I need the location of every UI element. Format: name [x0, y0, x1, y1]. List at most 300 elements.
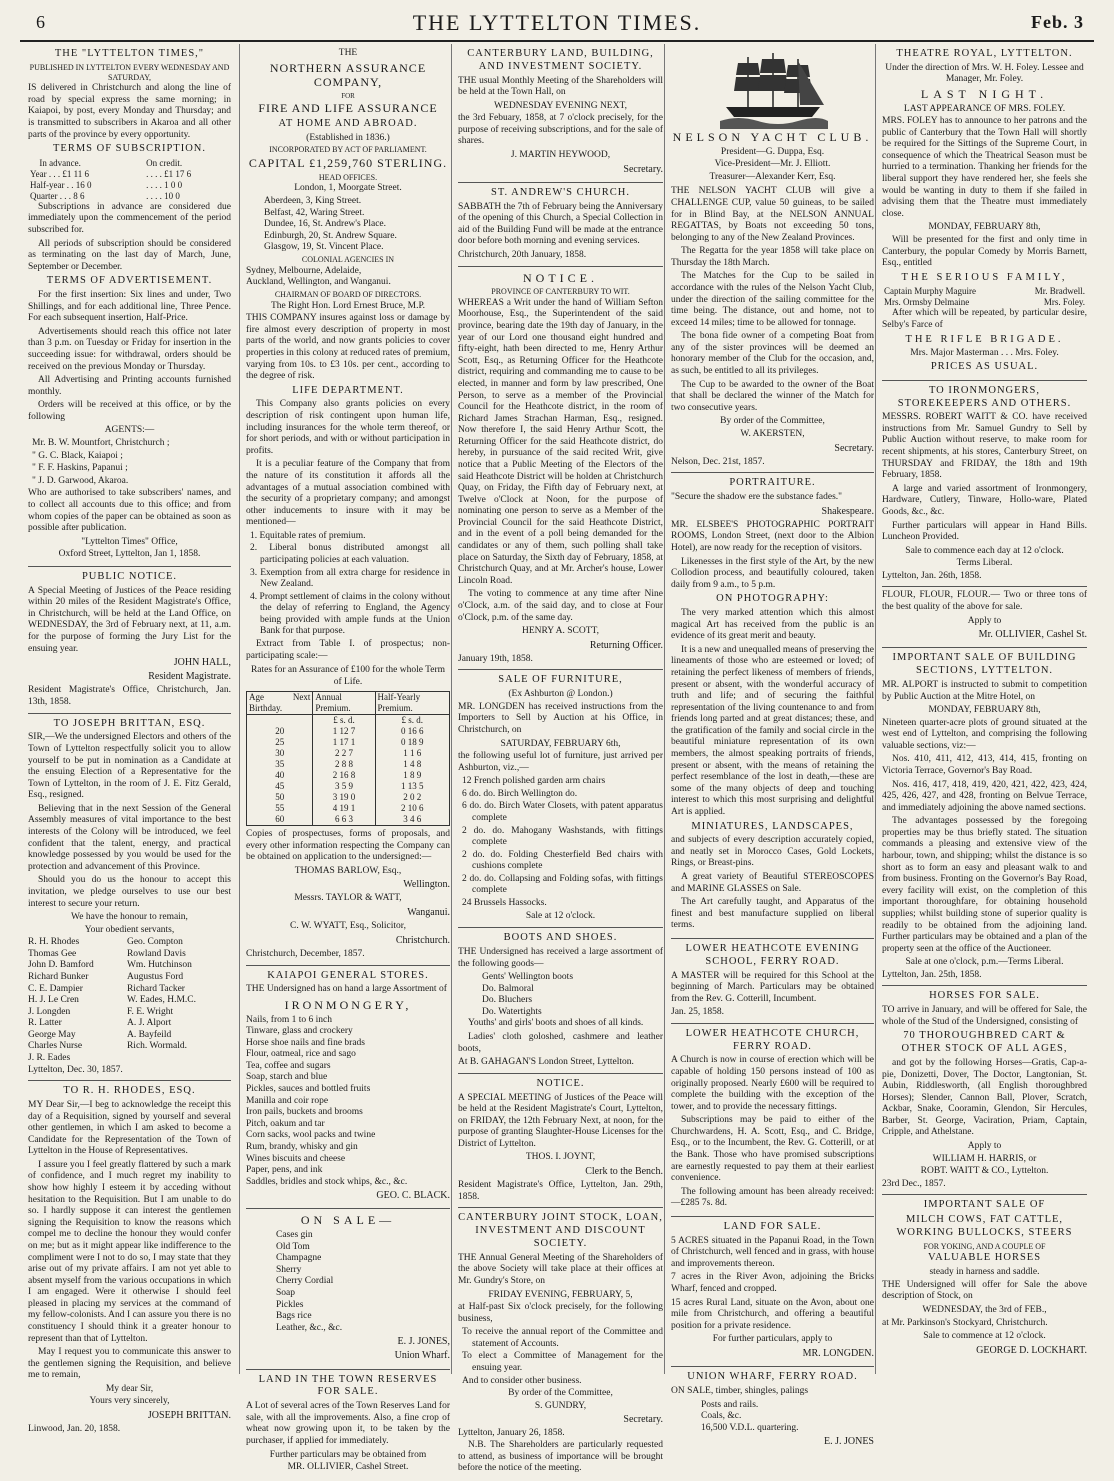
column-3 — [451, 44, 669, 1474]
ironmongers-body: Further particulars will appear in Hand Bills. Luncheon Provided. — [882, 520, 1087, 543]
sections-body: Nineteen quarter-acre plots of ground situated at the west end of Lyttelton, and comprising the following valuable sections, viz:— — [882, 717, 1087, 751]
furniture-item: 6 do. do. Birch Wellington do. — [462, 788, 578, 799]
boots-body: Youths' and girls' boots and shoes of all kinds. — [468, 1018, 644, 1029]
rates-unit — [247, 715, 313, 726]
reply-body: I assure you I feel greatly flattered by such a mark of confidence, and I much regret my inability to show how highly I esteem it by acceding without hesitation to the Requisition. But I am unable to do so. I hardly suppose it can interest the gentlemen signing the Requisition to know the reasons which compel me to decline the honour they would confer on me; but as it might appear like indifference to the compliment were I not to do so, I may state that they arise out of my private affairs. I am not yet able to absent myself from the various occupations in which I am engaged. Were it otherwise I should feel pleased in placing my services at the command of my fellow-colonists. And I can assure you there is no constituency I should think it a greater honour to represent than that of Lyttelton. — [28, 1159, 231, 1344]
public-notice-body: A Special Meeting of Justices of the Peace residing within 20 miles of the Resident Magistrate's Office, in Christchurch, will be held at the Land Office, on WEDNESDAY, the 3rd of February next, at 11, a.m. for the purpose of forming the Jury List for the ensuing year. — [28, 585, 231, 654]
yacht-body: THE NELSON YACHT CLUB will give a CHALLENGE CUP, value 50 guineas, to be sailed for in Blind Bay, at the NELSON ANNUAL REGATTAS, by Boats not exceeding 50 tons, belonging to any of the New Zealand Provinces. — [671, 186, 874, 243]
st-andrews-heading: ST. ANDREW'S CHURCH. — [491, 186, 630, 198]
sailing-ship-illustration — [718, 49, 828, 129]
na-agent-place: Christchurch. — [395, 934, 450, 946]
rates-cell: 20 — [275, 726, 285, 737]
kaiapoi-item: Nails, from 1 to 6 inch — [246, 1014, 333, 1025]
agent-item: Mr. B. W. Mountfort, Christchurch ; — [32, 438, 170, 449]
furniture-item: 24 Brussels Hassocks. — [462, 898, 547, 909]
reply-close: My dear Sir, — [105, 1383, 154, 1394]
office-line: Oxford Street, Lyttelton, Jan 1, 1858. — [58, 549, 201, 560]
rates-cell: 0 16 6 — [375, 726, 449, 737]
yacht-signature: W. AKERSTEN, — [740, 428, 805, 439]
subscription-heading: TERMS OF SUBSCRIPTION. — [53, 143, 206, 155]
rates-cell: 4 19 1 — [313, 803, 375, 814]
portraiture-heading: PORTRAITURE. — [729, 477, 816, 489]
agenda-item: To receive the annual report of the Committee and statement of Accounts. — [462, 1327, 663, 1349]
rates-cell: 30 — [275, 748, 285, 759]
st-andrews-date: Christchurch, 20th January, 1858. — [458, 249, 587, 260]
cattle-body: at Mr. Parkinson's Stockyard, Christchurch. — [882, 1317, 1048, 1328]
horses-body: and got by the following Horses—Gratis, Cap-a-pie, Donizetti, Dover, The Doctor, Langtonian, St. Aubin, Riddlesworth, (all English thoroughbred Horses); Slender, Cannon Ball, Plover, Scratch, Ackbar, Snake, Cooramin, Glendon, Sir Hercules, Barber, St. George, Vaciration, Priam, Captain, Cripple, and Athelstane. — [882, 1057, 1087, 1138]
na-est: (Established in 1836.) — [306, 132, 390, 143]
signatory: John D. Bamford — [28, 960, 94, 971]
cattle-heading: MILCH COWS, FAT CATTLE, WORKING BULLOCKS, STEERS — [896, 1214, 1073, 1238]
on-sale-heading: ON SALE— — [300, 1213, 396, 1228]
rates-cell: 2 0 2 — [375, 792, 449, 803]
column-1 — [28, 44, 237, 1435]
public-notice-heading: PUBLIC NOTICE. — [81, 570, 178, 582]
agent-item: " J. D. Garwood, Akaroa. — [32, 475, 129, 486]
requisition-date: Lyttelton, Dec. 30, 1857. — [28, 1064, 123, 1075]
church-body: The following amount has been already received:—£285 7s. 8d. — [671, 1186, 874, 1209]
rates-cell: 2 10 6 — [375, 803, 449, 814]
sections-date: Lyttelton, Jan. 25th, 1858. — [882, 969, 982, 980]
cattle-heading: VALUABLE HORSES — [927, 1252, 1042, 1264]
photography-body: The very marked attention which this almost magical Art has received from the public is an evidence of its great merit and beauty. — [671, 608, 874, 642]
column-4 — [664, 44, 880, 1448]
theatre-after: After which will be repeated, by particular desire, Selby's Farce of — [882, 308, 1087, 330]
signatory: F. E. Wright — [126, 1006, 174, 1017]
lbs-body: the 3rd Febuary, 1858, at 7 o'clock precisely, for the purpose of receiving subscriptions, and for the sale of shares. — [458, 113, 663, 147]
theatre-body: Will be presented for the first and only time in Canterbury, the popular Comedy by Morris Barnett, Esq., entitled — [882, 234, 1087, 269]
agents-heading: AGENTS:— — [104, 425, 155, 436]
rates-cell: 2 16 8 — [313, 770, 375, 781]
sections-lots: Nos. 416, 417, 418, 419, 420, 421, 422, 423, 424, 425, 426, 427, and 428, fronting on Belvue Terrace, and immediately adjoining the above named sections. — [882, 779, 1087, 813]
yacht-body: The bona fide owner of a competing Boat from any of the sister provinces will be deemed an honorary member of the Club for the occasion, and, as such, be entitled to all its privileges. — [671, 331, 874, 377]
furniture-sale-ad — [458, 670, 663, 928]
rates-cell: 45 — [275, 781, 285, 792]
rates-cell: 60 — [275, 813, 285, 824]
na-point: 4. Prompt settlement of claims in the colony without the delay of referring to England, the Agency being provided with ample funds at the Union Bank for that purpose. — [250, 591, 450, 637]
flour-signature: Mr. OLLIVIER, Cashel St. — [978, 629, 1087, 641]
miniatures-body: A great variety of Beautiful STEREOSCOPES and MARINE GLASSES on Sale. — [671, 872, 874, 894]
sections-sale: Sale at one o'clock, p.m.—Terms Liberal. — [905, 957, 1064, 968]
flour-ad — [882, 587, 1087, 648]
theatre-royal-ad — [882, 44, 1087, 381]
joint-stock-date: Lyttelton, January 26, 1858. — [458, 1428, 565, 1439]
election-body: The voting to commence at any time after Nine o'Clock, a.m. of the said day, and to close at Four o'Clock, p.m. of the same day. — [458, 589, 663, 623]
rates-cell: 40 — [275, 770, 285, 781]
theatre-prices: PRICES AS USUAL. — [930, 360, 1039, 372]
justices-place: Resident Magistrate's Office, Lyttelton, Jan. 29th, 1858. — [458, 1180, 663, 1202]
na-office: Glasgow, 19, St. Vincent Place. — [264, 242, 384, 253]
horses-body: TO arrive in January, and will be offered for Sale, the whole of the Stud of the Undersigned, consisting of — [882, 1005, 1087, 1027]
boots-address: At B. GAHAGAN'S London Street, Lyttelton. — [458, 1057, 634, 1068]
kaiapoi-item: Manilla and coir rope — [246, 1095, 329, 1106]
on-sale-item: Cases gin — [276, 1230, 313, 1241]
page-columns — [28, 44, 1092, 1474]
on-sale-item: Champagne — [276, 1253, 322, 1264]
adv-body: Advertisements should reach this office not later than 3 p.m. on Tuesday or Friday for insertion in the succeeding issue: for withdrawal, orders should be received on the previous Monday or Thursday. — [28, 326, 231, 372]
joint-stock-signature: S. GUNDRY, — [534, 1400, 587, 1411]
election-body: WHEREAS a Writ under the hand of William Sefton Moorhouse, Esq., the Superintendent of the said province, bearing date the 19th day of January, in the year of our Lord one thousand eight hundred and fifty-eight, hath been directed to me, Henry Arthur Scott, Esq., as Returning Officer for the Heathcote district, requiring and commanding me to cause to be elected, in manner and form by law prescribed, One Person, to serve as a member of the Provincial Council for the Heathcote district, in the room of Richard James Strachan Harman, Esq., resigned. Now therefore I, the said Henry Arthur Scott, the Returning Officer for the said Heathcote district, do hereby, in pursuance of the said recited Writ, give notice that a Public Meeting of the Electors of the said Heathcote District will be holden at Christchurch Quay, on Friday, the Fifth day of February next, at Twelve o'Clock at Noon, for the purpose of nominating one person to serve as a Member of the Provincial Council for the said Heathcote District, and in the event of a poll being demanded for the candidates or any of them, such polling shall take place on Saturday, the Sixth day of February, 1858, at Christchurch Quay, and at Mr. Archer's house, Lower Lincoln Road. — [458, 297, 663, 586]
boots-item: Do. Balmoral — [482, 983, 534, 994]
justices-heading: NOTICE. — [536, 1077, 585, 1089]
signatory: Geo. Compton — [126, 937, 183, 948]
na-body: THIS COMPANY insures against loss or damage by fire almost every description of property in most parts of the world, and now grants policies to cover properties in this colony at reduced rates of premium, varying from 10s. to £3 10s. per cent., according to the degree of risk. — [246, 313, 450, 382]
joint-stock-nb: N.B. The Shareholders are particularly requested to attend, as business of importance will be brought before the notice of the meeting. — [458, 1440, 663, 1474]
sub-note: Subscriptions in advance are considered due immediately upon the commencement of the period subscribed for. — [28, 201, 231, 236]
na-agent: C. W. WYATT, Esq., Solicitor, — [290, 921, 406, 932]
flour-body: FLOUR, FLOUR, FLOUR.— Two or three tons of the best quality of the above for sale. — [882, 590, 1087, 612]
agenda-item: To elect a Committee of Management for the ensuing year. — [462, 1351, 663, 1373]
na-date: Christchurch, December, 1857. — [246, 948, 365, 959]
kaiapoi-item: Pickles, sauces and bottled fruits — [246, 1084, 371, 1095]
rates-header: Half-Yearly Premium. — [375, 692, 449, 715]
cast-actor: Mrs. Foley. — [1043, 297, 1085, 308]
church-body: A Church is now in course of erection which will be capable of holding 150 persons instead of 100 as originally proposed. Nearly £600 will be required to complete the building with the exception of the tower, and to provide the necessary fittings. — [671, 1055, 874, 1112]
justices-signature: THOS. I. JOYNT, — [525, 1152, 596, 1163]
kaiapoi-item: Flour, oatmeal, rice and sago — [246, 1049, 356, 1060]
boots-shoes-ad — [458, 928, 663, 1074]
on-sale-item: Pickles — [276, 1299, 304, 1310]
theatre-heading: THEATRE ROYAL, LYTTELTON. — [896, 48, 1073, 59]
signatory: W. Eades, H.M.C. — [126, 995, 197, 1006]
lbs-heading: CANTERBURY LAND, BUILDING, AND INVESTMENT SOCIETY. — [467, 48, 654, 72]
na-the: THE — [338, 48, 358, 58]
town-reserves-signature: MR. OLLIVIER, Cashel Street. — [287, 1462, 409, 1473]
horses-signature: WILLIAM H. HARRIS, or — [932, 1153, 1037, 1164]
reply-signature: JOSEPH BRITTAN. — [147, 1410, 231, 1422]
signatory — [127, 1053, 231, 1065]
rates-cell: 55 — [275, 803, 285, 814]
kaiapoi-body: THE Undersigned has on hand a large Assortment of — [246, 984, 447, 995]
public-notice — [28, 567, 231, 714]
on-sale-item: Sherry — [276, 1264, 302, 1275]
yacht-officer: President—G. Duppa, Esq. — [720, 146, 825, 157]
signatory: Rich. Wormald. — [126, 1041, 187, 1052]
joint-stock-by: By order of the Committee, — [508, 1388, 613, 1399]
sections-lots: Nos. 410, 411, 412, 413, 414, 415, fronting on Victoria Terrace, Governor's Bay Road. — [882, 754, 1087, 776]
town-reserves-body: A Lot of several acres of the Town Reserves Land for sale, with all the improvements. Also, a fine crop of wheat now growing upon it, to be taken by the purchaser, if applied for immediately. — [246, 1401, 450, 1446]
northern-assurance-ad — [246, 44, 450, 966]
ironmongers-heading: TO IRONMONGERS, STOREKEEPERS AND OTHERS. — [897, 384, 1072, 409]
joint-stock-agenda — [458, 1327, 663, 1387]
na-office: Aberdeen, 3, King Street. — [264, 196, 362, 207]
theatre-body: MRS. FOLEY has to announce to her patrons and the public of Canterbury that the Town Hall will shortly be required for the Sittings of the Supreme Court, in consequence of which the Theatrical Season must be hurried to a termination. Thanking her friends for the liberal support they have rendered her, she feels she would be wanting in duty to them if she failed in advising them that the Theatre must immediately close. — [882, 116, 1087, 219]
on-sale-item: Soap — [276, 1287, 295, 1298]
rates-cell: 1 13 5 — [375, 781, 449, 792]
union-wharf-body: ON SALE, timber, shingles, palings — [671, 1385, 809, 1396]
signatories-table — [28, 937, 231, 1064]
theatre-cast2: Mrs. Major Masterman . . . Mrs. Foley. — [910, 348, 1059, 359]
justices-notice — [458, 1074, 663, 1209]
rates-cell: 1 12 7 — [313, 726, 375, 737]
horses-apply: Apply to — [967, 1140, 1002, 1151]
boots-item: Do. Bluchers — [482, 995, 533, 1006]
yacht-officer: Vice-President—Mr. J. Elliott. — [714, 159, 831, 170]
land-sale-signature: MR. LONGDEN. — [802, 1347, 874, 1359]
union-wharf-signature: E. J. JONES — [823, 1436, 874, 1448]
na-agent-place: Wellington. — [403, 879, 450, 891]
agent-item: " F. F. Haskins, Papanui ; — [32, 463, 128, 474]
terms-subtitle: PUBLISHED IN LYTTELTON EVERY WEDNESDAY AND SATURDAY, — [29, 62, 230, 82]
on-sale-item: Leather, &c., &c. — [276, 1322, 343, 1333]
land-building-society-ad — [458, 44, 663, 183]
rates-cell: 1 4 8 — [375, 759, 449, 770]
portraiture-body: MR. ELSBEE'S PHOTOGRAPHIC PORTRAIT ROOMS, London Street, (next door to the Albion Hotel), are now ready for the reception of visitors. — [671, 519, 874, 553]
lbs-when: WEDNESDAY EVENING NEXT, — [494, 100, 627, 111]
public-notice-place: Resident Magistrate's Office, Christchurch, Jan. 13th, 1858. — [28, 685, 231, 708]
subscription-table — [28, 158, 231, 202]
signatory: R. H. Rhodes — [28, 937, 80, 948]
ironmongers-body: MESSRS. ROBERT WAITT & CO. have received instructions from Mr. Samuel Gundry to Sell by Public Auction without reserve, to make room for recent shipments, at his stores, Canterbury Street, on THURSDAY and FRIDAY, the 18th and 19th February, 1858. — [882, 412, 1087, 481]
miniatures-body: and subjects of every description accurately copied, and neatly set in Morocco Cases, Gold Lockets, Rings, or Breast-pins. — [671, 835, 874, 869]
na-point: 1. Equitable rates of premium. — [250, 530, 366, 541]
land-sale-more: For further particulars, apply to — [712, 1334, 833, 1345]
on-sale-item: Old Tom — [276, 1241, 310, 1252]
sections-body: MR. ALPORT is instructed to submit to competition by Public Auction at the Mitre Hotel, on — [882, 679, 1087, 702]
brittan-reply — [28, 1081, 231, 1440]
union-wharf-item: 16,500 V.D.L. quartering. — [701, 1422, 799, 1433]
signatory: R. Latter — [28, 1018, 62, 1029]
signatory: George May — [28, 1029, 76, 1040]
na-life-body: This Company also grants policies on every description of risk contingent upon human life, including insurances for the whole term thereof, or for short periods, and with or without participation in profits. — [246, 399, 450, 456]
ironmongers-ad — [882, 381, 1087, 588]
agenda-item: And to consider other business. — [462, 1375, 582, 1386]
newspaper-title: THE LYTTELTON TIMES. — [412, 10, 702, 35]
lbs-body: THE usual Monthly Meeting of the Shareholders will be held at the Town Hall, on — [458, 75, 663, 98]
sub-row: . . . . £1 17 6 — [146, 168, 192, 179]
miniatures-body: The Art carefully taught, and Apparatus of the finest and best manufacture supplied on liberal terms. — [671, 897, 874, 931]
signatory: Rowland Davis — [126, 948, 186, 959]
signatory: J. R. Eades — [28, 1053, 71, 1064]
cattle-sale-ad — [882, 1195, 1087, 1363]
on-sale-signature: E. J. JONES, — [397, 1336, 450, 1348]
horses-date: 23rd Dec., 1857. — [882, 1178, 946, 1189]
theatre-last-night: LAST NIGHT. — [920, 86, 1049, 101]
reply-body: May I request you to communicate this answer to the gentlemen signing the Requisition, and believe me to remain, — [28, 1347, 231, 1381]
sections-when: MONDAY, FEBRUARY 8th, — [928, 705, 1041, 716]
terms-body: IS delivered in Christchurch and along the line of road by special express the same morning; in Kaiapoi, by post, every Monday and Thursday; and is transmitted to subscribers in Akaroa and all other parts of the province by every opportunity. — [28, 83, 231, 140]
na-colonial: COLONIAL AGENCIES IN — [301, 254, 395, 264]
sub-row: . . . . 10 0 — [146, 190, 180, 201]
portraiture-quote: "Secure the shadow ere the substance fades." — [671, 492, 843, 503]
boots-body: THE Undersigned has received a large assortment of the following goods— — [458, 947, 663, 969]
na-office: Belfast, 42, Waring Street. — [264, 207, 365, 218]
yacht-role: Secretary. — [834, 442, 874, 454]
signatory: Thomas Gee — [28, 948, 77, 959]
na-at: AT HOME AND ABROAD. — [278, 117, 418, 129]
theatre-direction: Under the direction of Mrs. W. H. Foley. Lessee and Manager, Mr. Foley. — [885, 62, 1084, 85]
na-agent: Messrs. TAYLOR & WATT, — [294, 893, 402, 904]
cattle-heading: steady in harness and saddle. — [929, 1267, 1040, 1278]
lbs-signature: J. MARTIN HEYWOOD, — [510, 150, 611, 161]
rates-table — [246, 691, 450, 826]
st-andrews-body: SABBATH the 7th of February being the Anniversary of the opening of this Church, a Special Collection in aid of the Building Fund will be made at the entrance door before both morning and evening services. — [458, 201, 664, 247]
furniture-time: Sale at 12 o'clock. — [525, 910, 596, 921]
on-sale-ad — [246, 1209, 450, 1369]
on-sale-item: Bags rice — [276, 1311, 312, 1322]
building-sections-ad — [882, 648, 1087, 986]
furniture-item: 2 do. do. Mahogany Washstands, with fittings complete — [462, 825, 663, 848]
kaiapoi-item: Horse shoe nails and fine brads — [246, 1037, 365, 1048]
kaiapoi-item: Corn sacks, wool packs and twine — [246, 1130, 376, 1141]
justices-role: Clerk to the Bench. — [585, 1166, 663, 1178]
yacht-club-ad — [671, 44, 874, 473]
na-agent-place: Wanganui. — [407, 907, 450, 919]
justices-body: A SPECIAL MEETING of Justices of the Peace will be held at the Resident Magistrate's Court, Lyttelton, on FRIDAY, the 12th February Next, at noon, for the purpose of granting Slaughter-House Licenses for the District of Lyttelton. — [458, 1092, 663, 1149]
na-point: 3. Exemption from all extra charge for residence in New Zealand. — [250, 567, 450, 590]
column-2 — [239, 44, 456, 1473]
rates-cell: 1 1 6 — [375, 748, 449, 759]
rates-cell: 3 4 6 — [375, 814, 449, 825]
na-office: London, 1, Moorgate Street. — [294, 183, 402, 194]
portraiture-ad — [671, 473, 874, 939]
rates-cell: 1 8 9 — [375, 770, 449, 781]
kaiapoi-item: Tinware, glass and crockery — [246, 1026, 353, 1037]
column-5 — [875, 44, 1087, 1374]
theatre-farce-title: THE RIFLE BRIGADE. — [905, 333, 1064, 345]
sections-heading: IMPORTANT SALE OF BUILDING SECTIONS, LYTTELTON. — [892, 652, 1077, 677]
evening-school-date: Jan. 25, 1858. — [671, 1007, 725, 1018]
public-notice-role: Resident Magistrate. — [148, 671, 231, 683]
sub-row: . . . . 1 0 0 — [146, 179, 183, 190]
rates-cell: 2 2 7 — [313, 748, 375, 759]
na-chair-heading: CHAIRMAN OF BOARD OF DIRECTORS. — [274, 289, 422, 299]
rates-cell: 6 6 3 — [313, 814, 375, 825]
furniture-body: MR. LONGDEN has received instructions from the Importers to Sell by Auction at his Office, in Christchurch, on — [458, 701, 663, 735]
signatory: A. J. Alport — [126, 1018, 172, 1029]
signatory: Wm. Hutchinson — [126, 960, 192, 971]
issue-date: Feb. 3 — [1031, 12, 1084, 32]
election-role: Returning Officer. — [589, 639, 663, 651]
yacht-club-heading: NELSON YACHT CLUB. — [672, 130, 873, 144]
na-life-heading: LIFE DEPARTMENT. — [292, 384, 404, 396]
cattle-heading: FOR YOKING, AND A COUPLE OF — [923, 1241, 1046, 1251]
furniture-item: 2 do. do. Folding Chesterfield Bed chairs with cushions complete — [462, 849, 663, 872]
ironmongers-terms: Terms Liberal. — [956, 558, 1013, 569]
na-office: Dundee, 16, St. Andrew's Place. — [264, 219, 387, 230]
page-number: 6 — [36, 12, 45, 32]
na-agency: Auckland, Wellington, and Wanganui. — [246, 277, 391, 288]
yacht-body: The Cup to be awarded to the owner of the Boat that shall be declared the winner of the Match for two consecutive years. — [671, 379, 874, 413]
reply-body: MY Dear Sir,—I beg to acknowledge the receipt this day of a Requisition, signed by yourself and several other gentlemen, in which I am asked to become a Candidate for the Representation of the Town of Lyttelton in the House of Representatives. — [28, 1100, 231, 1157]
yacht-by: By order of the Committee, — [720, 416, 825, 427]
office-line: "Lyttelton Times" Office, — [81, 536, 178, 547]
agent-item: " G. C. Black, Kaiapoi ; — [32, 450, 123, 461]
requisition-close: Your obedient servants, — [84, 924, 175, 935]
land-sale-body: 15 acres Rural Land, situate on the Avon, about one mile from Christchurch, and offering a beautiful position for a private residence. — [671, 1297, 874, 1331]
photography-body: It is a new and unequalled means of preserving the lineaments of those who are esteemed or loved; of retaining the perfect likeness of members of friends, present or absent, with the wonderful accuracy of truth and life; and of securing the faithful representation of the living countenance to and from friends long parted and at great distances; these, and the gratification of the family and social circle in the beautiful miniature representation of its own members, the almost speaking portraits of friends, present or absent, with the means of retaining the perfect resemblance of the lost in death,—these are some of the many objects of deep and touching interest to which this most surprising and delightful Art is applied. — [671, 644, 874, 817]
election-date: January 19th, 1858. — [458, 653, 533, 664]
rates-unit: £ s. d. — [313, 715, 375, 726]
on-sale-place: Union Wharf. — [394, 1350, 450, 1362]
union-wharf-ad — [671, 1367, 874, 1454]
na-extract: Extract from Table I. of prospectus; non-participating scale:— — [246, 639, 450, 661]
rates-cell: 1 17 1 — [313, 737, 375, 748]
requisition-heading: TO JOSEPH BRITTAN, ESQ. — [53, 717, 206, 729]
portraiture-body: Likenesses in the first style of the Art, by the new Collodion process, and beautifully coloured, taken daily from 9 a.m., to 5 p.m. — [671, 556, 874, 590]
joint-stock-heading: CANTERBURY JOINT STOCK, LOAN, INVESTMENT AND DISCOUNT SOCIETY. — [458, 1212, 663, 1249]
kaiapoi-heading: KAIAPOI GENERAL STORES. — [267, 969, 429, 981]
photography-heading: ON PHOTOGRAPHY: — [716, 593, 829, 605]
ironmongers-body: A large and varied assortment of Ironmongery, Hardware, Cutlery, Tinware, Hollo-ware, Plated Goods, &c., &c. — [882, 483, 1087, 517]
cast-role: Captain Murphy Maguire — [884, 286, 976, 297]
sub-row: Half-year . . 16 0 — [30, 179, 92, 190]
rates-cell: 3 19 0 — [313, 792, 375, 803]
cattle-signature: GEORGE D. LOCKHART. — [976, 1344, 1087, 1356]
town-reserves-heading: LAND IN THE TOWN RESERVES FOR SALE. — [258, 1373, 438, 1398]
signatory: H. J. Le Cren — [28, 995, 79, 1006]
brittan-requisition — [28, 714, 231, 1082]
requisition-body: Believing that in the next Session of the General Assembly measures of vital importance to the best interests of the Colony will be introduced, we feel confident that the talent, energy, and practical knowledge possessed by you would be used for the protection and advancement of this Province. — [28, 803, 231, 872]
church-heading: LOWER HEATHCOTE CHURCH, FERRY ROAD. — [685, 1027, 860, 1052]
reply-close: Yours very sincerely, — [89, 1396, 170, 1407]
kaiapoi-item: Paper, pens, and ink — [246, 1165, 323, 1176]
horses-signature: ROBT. WAITT & CO., Lyttelton. — [920, 1166, 1049, 1177]
theatre-cast — [882, 286, 1087, 308]
na-title: NORTHERN ASSURANCE COMPANY, — [269, 60, 427, 90]
rates-cell: 0 18 9 — [375, 737, 449, 748]
joint-stock-body: THE Annual General Meeting of the Shareholders of the above Society will take place at their offices at Mr. Gundry's Store, on — [458, 1252, 663, 1286]
agents-note: Who are authorised to take subscribers' names, and to collect all accounts due to this office; and from whom copies of the paper can be obtained as soon as possible after publication. — [28, 488, 231, 534]
furniture-list — [458, 776, 663, 909]
land-sale-body: 5 ACRES situated in the Papanui Road, in the Town of Christchurch, well fenced and in grass, with house and improvements thereon. — [671, 1235, 874, 1269]
yacht-body: The Matches for the Cup to be sailed in accordance with the rules of the Nelson Yacht Club, under the direction of the sailing committee for the time being. The distance, out and home, not to exceed 14 miles; time to be allowed for tonnage. — [671, 271, 874, 328]
na-fire: FIRE AND LIFE ASSURANCE — [258, 101, 438, 116]
terms-title: THE "LYTTELTON TIMES," — [54, 48, 205, 59]
adv-body: For the first insertion: Six lines and under, Two Shillings, and for each additional line, Three Pence. For each subsequent insertion, Half-Price. — [28, 290, 231, 324]
furniture-subheading: (Ex Ashburton @ London.) — [508, 689, 613, 700]
furniture-heading: SALE OF FURNITURE, — [498, 674, 623, 686]
furniture-when: SATURDAY, FEBRUARY 6th, — [500, 738, 621, 749]
kaiapoi-item: Saddles, bridles and stock whips, &c., &c. — [246, 1176, 408, 1187]
rates-unit: £ s. d. — [375, 715, 449, 726]
town-reserves-ad — [246, 1370, 450, 1479]
rates-cell: 3 5 9 — [313, 781, 375, 792]
rates-cell: 25 — [275, 737, 285, 748]
horses-heading: HORSES FOR SALE. — [929, 990, 1040, 1002]
requisition-body: SIR,—We the undersigned Electors and others of the Town of Lyttelton respectfully solicit you to allow yourself to be put in nomination as a Candidate at the ensuing Election of a Representative for the Town of Lyttelton, in the room of J. E. Fitz Gerald, Esq., resigned. — [28, 732, 231, 801]
na-chairman: The Right Hon. Lord Ernest Bruce, M.P. — [270, 300, 426, 311]
requisition-close: We have the honour to remain, — [71, 912, 188, 923]
adv-body: All Advertising and Printing accounts furnished monthly. — [28, 375, 231, 397]
flour-apply: Apply to — [967, 615, 1002, 626]
kaiapoi-signature: GEO. C. BLACK. — [376, 1190, 450, 1202]
furniture-item: 6 do. do. Birch Water Closets, with patent apparatus complete — [462, 801, 663, 823]
land-sale-body: 7 acres in the River Avon, adjoining the Bricks Wharf, fenced and cropped. — [671, 1272, 874, 1295]
signatory: C. E. Dampier — [28, 983, 83, 994]
rates-header: Annual Premium. — [313, 692, 375, 715]
rates-header: Age Next Birthday. — [247, 692, 313, 715]
signatory: Charles Nurse — [28, 1041, 83, 1052]
joint-stock-role: Secretary. — [623, 1414, 663, 1426]
sub-row: Quarter . . . 8 6 — [30, 190, 85, 201]
joint-stock-when: FRIDAY EVENING, FEBRUARY, 5, — [488, 1289, 633, 1300]
boots-heading: BOOTS AND SHOES. — [503, 932, 618, 944]
church-body: Subscriptions may be paid to either of the Churchwardens, H. A. Scott, Esq., and C. Bridge, Esq., or to the Incumbent, the Rev. G. Cotterill, or at the Bank. Those who have promised subscriptions are earnestly requested to pay them at their earliest convenience. — [671, 1115, 874, 1184]
election-signature: HENRY A. SCOTT, — [521, 626, 600, 637]
kaiapoi-ironmongery: IRONMONGERY, — [284, 997, 412, 1012]
reply-date: Linwood, Jan. 20, 1858. — [28, 1424, 121, 1435]
orders-text: Orders will be received at this office, or by the following — [28, 400, 231, 422]
horses-subheading: 70 THOROUGHBRED CART & OTHER STOCK OF ALL AGES, — [901, 1030, 1068, 1055]
signatory: A. Bayfeild — [126, 1029, 172, 1040]
kaiapoi-stores-ad — [246, 966, 450, 1210]
na-copies: Copies of prospectuses, forms of proposals, and every other information respecting the Company can be obtained on application to the undersigned:— — [246, 828, 450, 863]
miniatures-heading: MINIATURES, LANDSCAPES, — [691, 820, 854, 832]
theatre-appearance: LAST APPEARANCE OF MRS. FOLEY. — [903, 103, 1066, 114]
boots-item: Do. Watertights — [482, 1006, 542, 1017]
st-andrews-ad — [458, 183, 663, 267]
